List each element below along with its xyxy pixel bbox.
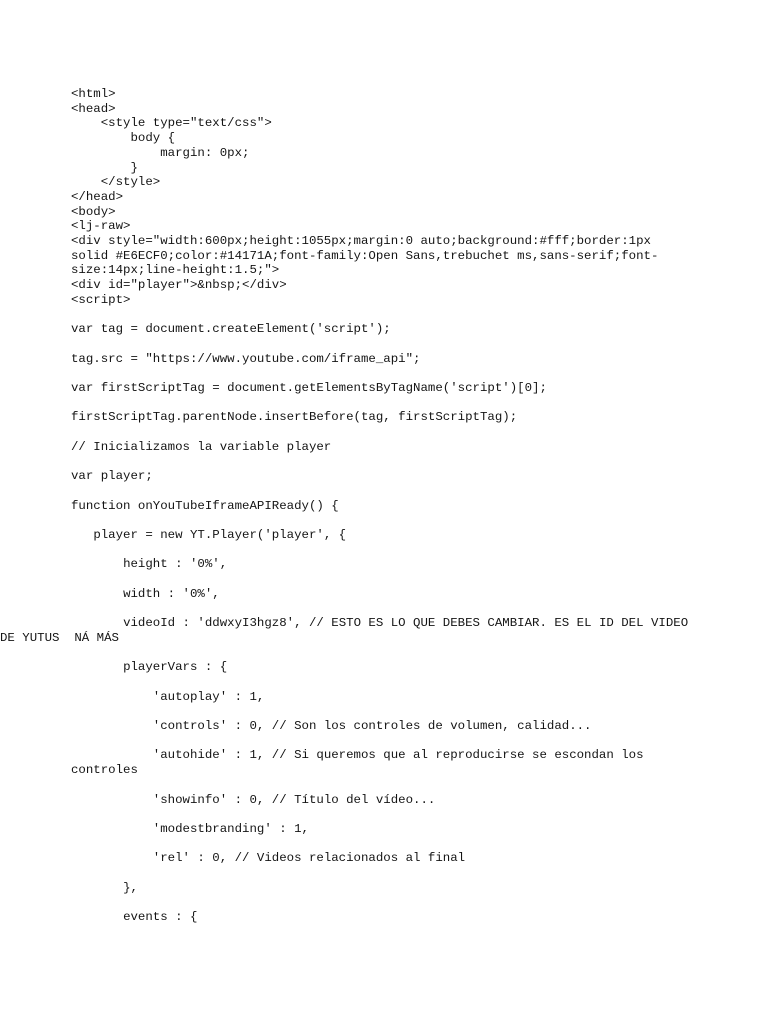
code-line: solid #E6ECF0;color:#14171A;font-family:Open Sans,trebuchet ms,sans-serif;font-	[71, 248, 659, 263]
blank-line	[71, 778, 711, 793]
code-line: margin: 0px;	[71, 145, 250, 160]
code-line: 'modestbranding' : 1,	[71, 821, 309, 836]
code-line: events : {	[71, 910, 198, 925]
code-line: width : '0%',	[71, 586, 220, 601]
code-line: playerVars : {	[71, 660, 228, 675]
code-line: height : '0%',	[71, 557, 228, 572]
code-line: var tag = document.createElement('script');	[71, 322, 391, 337]
code-line: <head>	[71, 101, 116, 116]
blank-line	[71, 572, 711, 587]
code-line: </style>	[71, 175, 161, 190]
code-line: body {	[71, 131, 176, 146]
blank-line	[71, 513, 711, 528]
blank-line	[71, 646, 711, 661]
blank-line	[71, 543, 711, 558]
code-line: <div style="width:600px;height:1055px;margin:0 auto;background:#fff;border:1px	[71, 234, 651, 249]
code-line: },	[71, 880, 138, 895]
blank-line	[71, 337, 711, 352]
blank-line	[71, 837, 711, 852]
code-line: // Inicializamos la variable player	[71, 439, 332, 454]
code-line: videoId : 'ddwxyI3hgz8', // ESTO ES LO QUE DEBES CAMBIAR. ES EL ID DEL VIDEO	[71, 616, 689, 631]
code-line: 'rel' : 0, // Videos relacionados al final	[71, 851, 466, 866]
code-line: 'showinfo' : 0, // Título del vídeo...	[71, 792, 436, 807]
code-line: <lj-raw>	[71, 219, 131, 234]
blank-line	[71, 455, 711, 470]
code-line: }	[71, 160, 138, 175]
code-line: var player;	[71, 469, 153, 484]
blank-line	[71, 396, 711, 411]
code-line: firstScriptTag.parentNode.insertBefore(tag, firstScriptTag);	[71, 410, 518, 425]
code-line: function onYouTubeIframeAPIReady() {	[71, 498, 339, 513]
blank-line	[71, 484, 711, 499]
code-line: <body>	[71, 204, 116, 219]
blank-line	[71, 734, 711, 749]
blank-line	[71, 308, 711, 323]
blank-line	[71, 675, 711, 690]
code-line: DE YUTUS NÁ MÁS	[0, 630, 119, 645]
blank-line	[71, 895, 711, 910]
code-line: </head>	[71, 189, 124, 204]
code-line: <style type="text/css">	[71, 116, 272, 131]
code-line: 'controls' : 0, // Son los controles de volumen, calidad...	[71, 719, 592, 734]
code-line: 'autohide' : 1, // Si queremos que al reproducirse se escondan los	[71, 748, 644, 763]
code-listing	[0, 87, 711, 925]
code-line: <html>	[71, 87, 116, 101]
code-line: 'autoplay' : 1,	[71, 689, 265, 704]
blank-line	[71, 866, 711, 881]
code-line: <div id="player">&nbsp;</div>	[71, 278, 287, 293]
blank-line	[71, 425, 711, 440]
blank-line	[71, 601, 711, 616]
code-line: <script>	[71, 292, 131, 307]
code-line: size:14px;line-height:1.5;">	[71, 263, 280, 278]
code-line: tag.src = "https://www.youtube.com/iframe_api";	[71, 351, 421, 366]
blank-line	[71, 807, 711, 822]
code-line: controles	[71, 763, 138, 778]
blank-line	[71, 366, 711, 381]
blank-line	[71, 704, 711, 719]
code-line: player = new YT.Player('player', {	[71, 527, 347, 542]
code-line: var firstScriptTag = document.getElementsByTagName('script')[0];	[71, 381, 547, 396]
